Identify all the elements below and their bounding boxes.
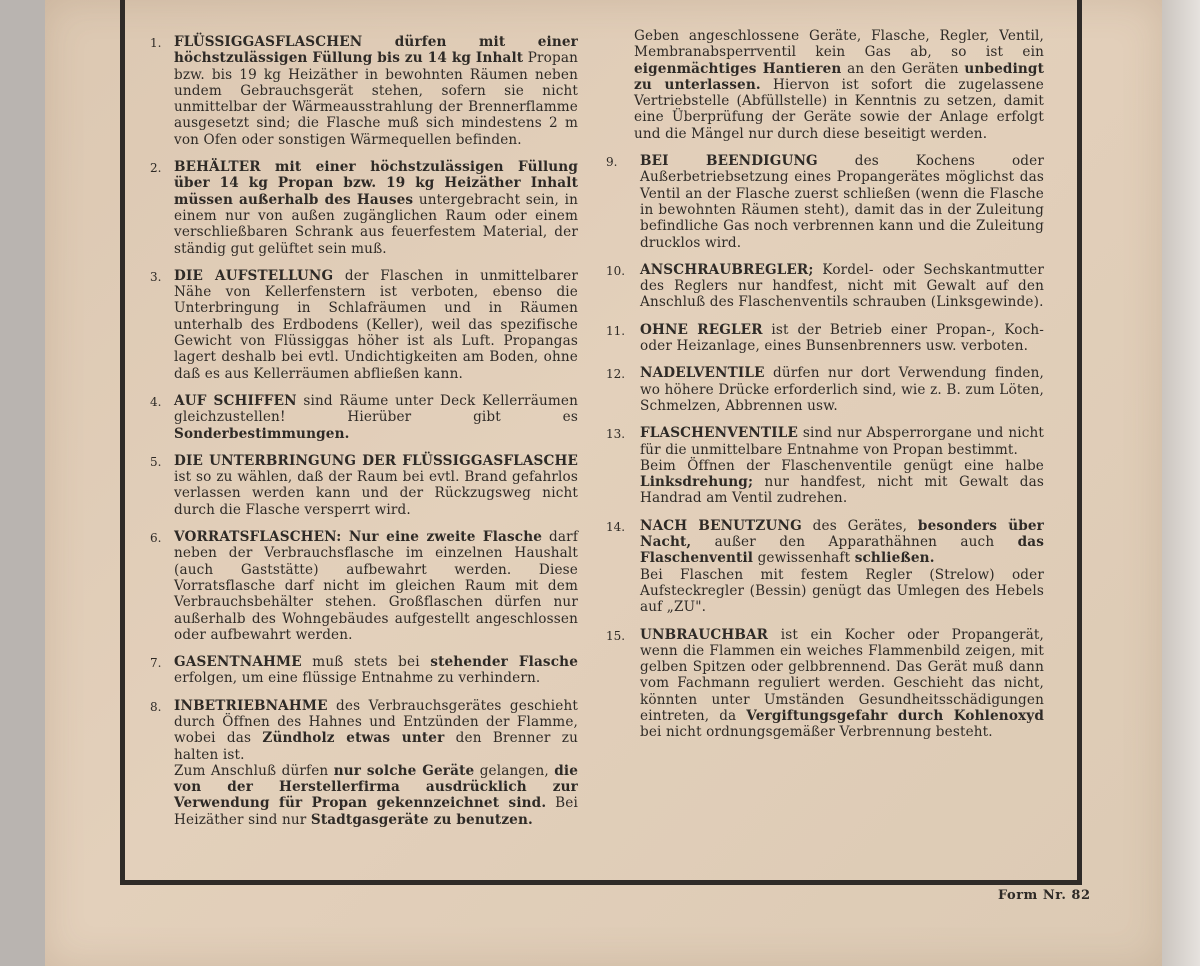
item-number: 15. xyxy=(606,628,626,643)
text-run: der Flaschen in unmittelbarer Nähe von Kellerfenstern ist verboten, ebenso die Unterbringung in Schlafräumen und in Räumen unterhalb des Erdbodens (Keller), weil das spezifische Gewicht von Flüssiggas höher ist als Luft. Propangas lagert deshalb bei evtl. Undichtigkeiten am Boden, ohne daß es aus Kellerräumen abfließen kann. xyxy=(174,267,578,382)
item-number: 4. xyxy=(150,394,162,409)
item-paragraph xyxy=(640,518,1044,567)
item-text xyxy=(174,654,578,687)
text-run: bei nicht ordnungsgemäßer Verbrennung besteht. xyxy=(640,724,993,741)
form-number: Form Nr. 82 xyxy=(998,888,1091,903)
text-run: dürfen nur dort Verwendung finden, wo höhere Drücke erforderlich sind, wie z. B. zum Löten, Schmelzen, Abbrennen usw. xyxy=(640,365,1044,414)
item-paragraph xyxy=(640,458,1044,507)
bold-text: stehender Flasche xyxy=(430,654,578,671)
bold-text: schließen. xyxy=(854,550,935,567)
item-paragraph xyxy=(174,268,578,382)
bold-text: Sonderbestimmungen. xyxy=(174,425,350,442)
bold-text: Zündholz etwas unter xyxy=(262,730,445,747)
item-text xyxy=(640,153,1044,251)
item-paragraph xyxy=(174,698,578,763)
bold-text: FLÜSSIGGASFLASCHEN dürfen mit einer höchstzulässigen Füllung bis zu 14 kg Inhalt xyxy=(174,34,578,67)
item-number: 6. xyxy=(150,531,162,546)
item-text xyxy=(174,453,578,518)
item-text xyxy=(640,365,1044,414)
bold-text: besonders über Nacht, xyxy=(640,517,1044,551)
item-text xyxy=(640,425,1044,506)
rule-item xyxy=(150,159,578,257)
item-text xyxy=(640,322,1044,355)
item-paragraph xyxy=(174,453,578,518)
text-run: den Brenner zu halten ist. xyxy=(174,730,578,763)
item-paragraph xyxy=(640,425,1044,458)
item-text xyxy=(174,393,578,442)
item-text xyxy=(174,529,578,643)
item-number: 13. xyxy=(606,427,626,442)
bold-text: NACH BENUTZUNG xyxy=(640,517,802,534)
rule-item xyxy=(150,268,578,382)
bold-text: INBETRIEBNAHME xyxy=(174,697,328,714)
rule-item xyxy=(606,627,1044,741)
bold-text: NADELVENTILE xyxy=(640,365,765,382)
bold-text: DIE AUFSTELLUNG xyxy=(174,267,334,284)
text-run: des Kochens oder Außerbetriebsetzung eines Propangerätes möglichst das Ventil an der Flasche zuerst schließen (wenn die Flasche in bewohnten Räumen steht), damit das in der Zuleitung befindliche Gas noch verbrennen kann und die Zuleitung drucklos wird. xyxy=(640,153,1044,251)
text-run: erfolgen, um eine flüssige Entnahme zu verhindern. xyxy=(174,670,541,687)
bold-text: die von der Herstellerfirma ausdrücklich zur Verwendung für Propan gekennzeichnet sind. xyxy=(174,762,578,812)
item-text xyxy=(640,518,1044,616)
rule-item xyxy=(606,518,1044,616)
item-number: 11. xyxy=(606,323,626,338)
background-surface xyxy=(1160,0,1200,966)
item-text xyxy=(174,159,578,257)
rule-item xyxy=(150,34,578,148)
bold-text: Stadtgasgeräte zu benutzen. xyxy=(310,811,533,828)
item-paragraph xyxy=(640,262,1044,311)
rule-item xyxy=(150,529,578,643)
item-text xyxy=(174,34,578,148)
text-run: untergebracht sein, in einem nur von außen zugänglichen Raum oder einem verschließbaren Schrank aus feuerfestem Material, der ständig gut gelüftet sein muß. xyxy=(174,191,579,257)
bold-text: VORRATSFLASCHEN: Nur eine zweite Flasche xyxy=(174,529,543,546)
text-run: ist so zu wählen, daß der Raum bei evtl. Brand gefahrlos verlassen werden kann und der Rückzugsweg nicht durch die Flasche versperrt wird. xyxy=(174,469,578,518)
text-run: Kordel- oder Sechskantmutter des Reglers nur handfest, nicht mit Gewalt auf den Anschluß des Flaschenventils schrauben (Linksgewinde). xyxy=(640,261,1044,311)
item-paragraph xyxy=(640,567,1044,616)
right-column-items xyxy=(606,153,1044,741)
item-paragraph xyxy=(174,34,578,148)
rule-item xyxy=(150,453,578,518)
item-paragraph xyxy=(640,627,1044,741)
item-paragraph xyxy=(174,393,578,442)
text-run: außer den Apparathähnen auch xyxy=(691,534,1018,551)
item-8-continuation xyxy=(634,28,1044,142)
text-run: Bei Flaschen mit festem Regler (Strelow) oder Aufsteckregler (Bessin) genügt das Umlegen des Hebels auf „ZU". xyxy=(640,566,1044,616)
item-paragraph xyxy=(174,654,578,687)
left-column xyxy=(150,34,578,839)
item-paragraph xyxy=(640,365,1044,414)
rule-item xyxy=(606,365,1044,414)
item-paragraph xyxy=(174,159,578,257)
text-run: an den Geräten xyxy=(841,60,965,77)
item-number: 3. xyxy=(150,269,162,284)
item-paragraph xyxy=(174,763,578,828)
bold-text: AUF SCHIFFEN xyxy=(174,392,297,409)
right-column xyxy=(606,28,1044,752)
text-run: Hiervon ist sofort die zugelassene Vertriebstelle (Abfüllstelle) in Kenntnis zu setzen, damit eine Überprüfung der Geräte sowie der Anlage erfolgt und die Mängel nur durch diese beseitigt werden. xyxy=(634,76,1044,142)
item-paragraph xyxy=(640,153,1044,251)
bold-text: UNBRAUCHBAR xyxy=(640,626,769,643)
bold-text: Linksdrehung; xyxy=(640,474,754,491)
item-number: 12. xyxy=(606,367,626,382)
item-paragraph xyxy=(640,322,1044,355)
item-number: 9. xyxy=(606,155,618,170)
text-run: sind nur Absperrorgane und nicht für die unmittelbare Entnahme von Propan bestimmt. xyxy=(640,425,1044,458)
bold-text: ANSCHRAUBREGLER; xyxy=(640,261,814,278)
rule-item xyxy=(606,262,1044,311)
text-run: gelangen, xyxy=(474,762,555,779)
text-run: sind Räume unter Deck Kellerräumen gleichzustellen! Hierüber gibt es xyxy=(174,392,578,426)
text-run: darf neben der Verbrauchsflasche im einzelnen Haushalt (auch Gaststätte) aufbewahrt werden. Diese Vorratsflasche darf nicht im gleichen Raum mit dem Verbrauchsbehälter stehen. Großflaschen dürfen nur außerhalb des Wohngebäudes aufgestellt angeschlossen oder aufbewahrt werden. xyxy=(174,529,578,643)
rule-item xyxy=(150,654,578,687)
text-run: Propan bzw. bis 19 kg Heizäther in bewohnten Räumen neben undem Gebrauchsgerät stehen, sofern sie nicht unmittelbar der Wärmeausstrahlung der Brennerflamme ausgesetzt sind; die Flasche muß sich mindestens 2 m von Ofen oder sonstigen Wärmequellen befinden. xyxy=(174,50,578,148)
bold-text: nur solche Geräte xyxy=(333,762,475,779)
item-text xyxy=(640,627,1044,741)
bold-text: Vergiftungsgefahr durch Kohlenoxyd xyxy=(746,707,1044,724)
rule-item xyxy=(606,153,1044,251)
bold-text: eigenmächtiges Hantieren xyxy=(634,60,842,77)
item-number: 7. xyxy=(150,656,162,671)
item-text xyxy=(174,268,578,382)
item-number: 1. xyxy=(150,36,162,50)
item-text xyxy=(640,262,1044,311)
text-run: des Gerätes, xyxy=(801,517,918,534)
item-number: 2. xyxy=(150,161,162,176)
text-run: Beim Öffnen der Flaschenventile genügt eine halbe xyxy=(640,457,1044,474)
text-run: ist der Betrieb einer Propan-, Koch- oder Heizanlage, eines Bunsenbrenners usw. verboten. xyxy=(640,321,1045,355)
bold-text: unbedingt zu unterlassen. xyxy=(634,60,1044,93)
item-text xyxy=(174,698,578,828)
text-run: des Verbrauchsgerätes geschieht durch Öffnen des Hahnes und Entzünden der Flamme, wobei das xyxy=(174,697,578,747)
text-run: nur handfest, nicht mit Gewalt das Handrad am Ventil zudrehen. xyxy=(640,474,1044,507)
item-number: 8. xyxy=(150,699,162,714)
bold-text: BEI BEENDIGUNG xyxy=(640,153,818,170)
rule-item xyxy=(150,698,578,828)
bold-text: das Flaschenventil xyxy=(640,534,1044,567)
item-paragraph xyxy=(174,529,578,643)
rule-item xyxy=(606,425,1044,506)
text-run: Geben angeschlossene Geräte, Flasche, Regler, Ventil, Membranabsperrventil kein Gas ab, so ist ein xyxy=(634,28,1044,61)
text-run: Bei Heizäther sind nur xyxy=(174,795,578,828)
text-run: ist ein Kocher oder Propangerät, wenn die Flammen ein weiches Flammenbild zeigen, mit gelben Spitzen oder gelbbrennend. Das Gerät muß dann vom Fachmann reguliert werden. Geschieht das nicht, könnten unter Umständen Gesundheitsschädigungen eintreten, da xyxy=(640,626,1044,724)
item-number: 5. xyxy=(150,454,162,469)
bold-text: DIE UNTERBRINGUNG DER FLÜSSIGGASFLASCHE xyxy=(174,452,578,469)
item-number: 14. xyxy=(606,519,626,534)
rule-item xyxy=(150,393,578,442)
bold-text: FLASCHENVENTILE xyxy=(640,425,799,442)
item-number: 10. xyxy=(606,263,626,278)
bold-text: OHNE REGLER xyxy=(640,321,763,338)
rule-item xyxy=(606,322,1044,355)
bold-text: GASENTNAHME xyxy=(174,654,302,671)
text-run: muß stets bei xyxy=(301,654,431,671)
text-run: gewissenhaft xyxy=(753,550,855,567)
text-run: Zum Anschluß dürfen xyxy=(174,762,334,779)
bold-text: BEHÄLTER mit einer höchstzulässigen Füllung über 14 kg Propan bzw. 19 kg Heizäther Inhalt müssen außerhalb des Hauses xyxy=(174,159,578,208)
